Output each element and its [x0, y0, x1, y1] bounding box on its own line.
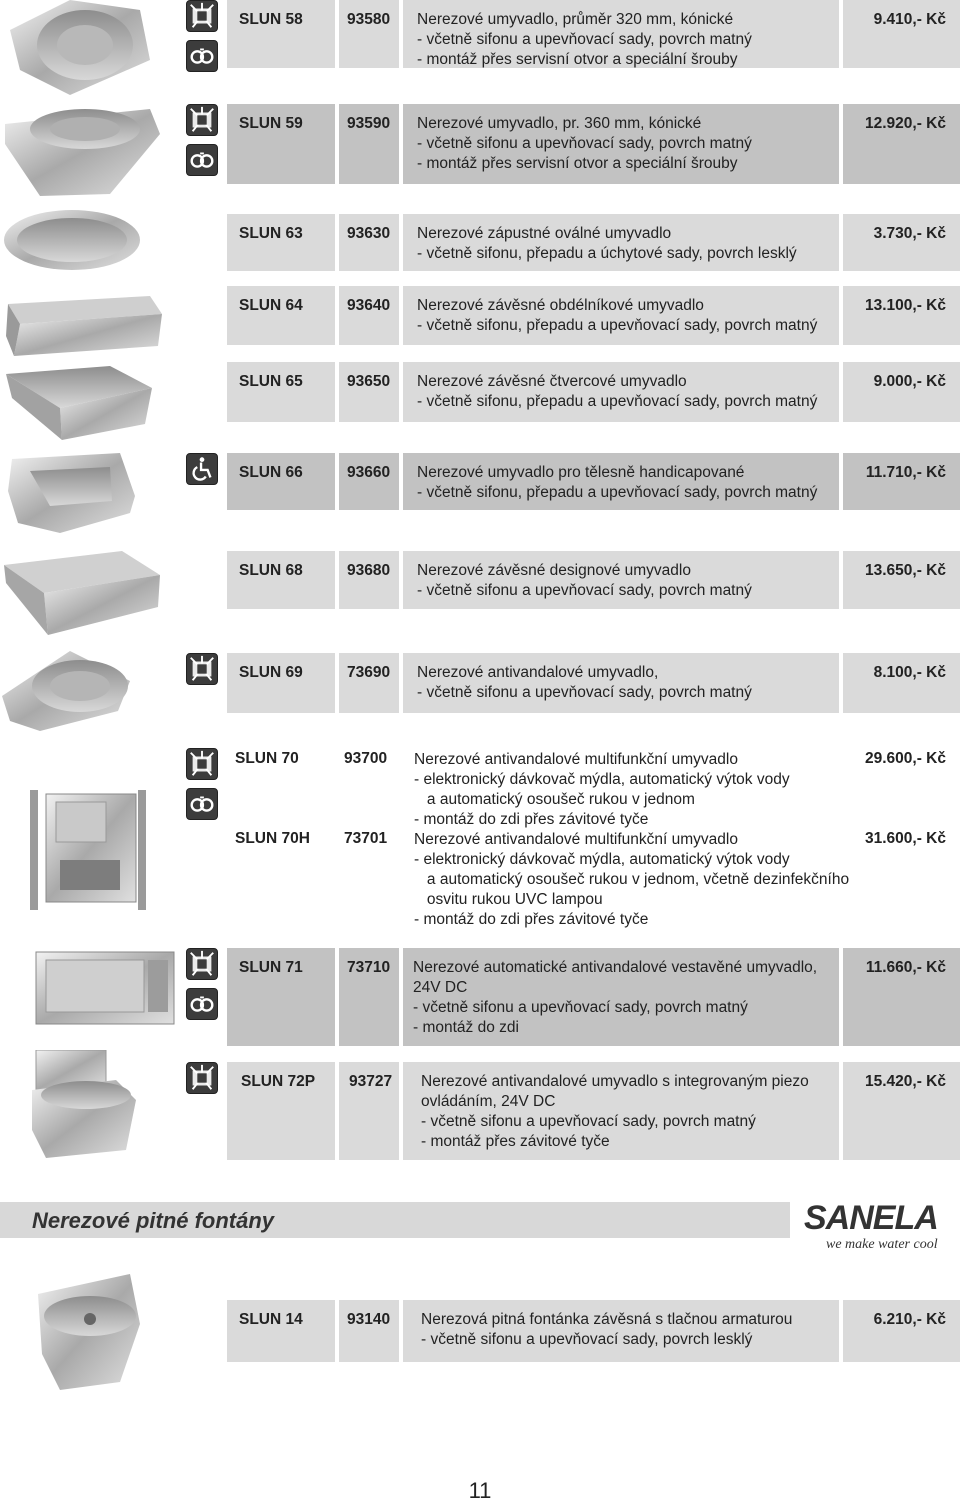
product-row [0, 653, 960, 713]
product-number: 93680 [339, 551, 399, 609]
product-image [0, 0, 170, 100]
product-row [0, 362, 960, 422]
vandal-icon [186, 948, 218, 980]
product-code: SLUN 65 [227, 362, 335, 422]
product-price: 29.600,- Kč [865, 750, 946, 767]
vandal-icon [186, 104, 218, 136]
product-price: 11.660,- Kč [843, 948, 960, 1046]
product-image [0, 284, 170, 359]
product-image [30, 1264, 180, 1394]
product-number: 93140 [339, 1300, 399, 1362]
product-image [20, 780, 180, 920]
product-image [0, 651, 140, 736]
product-description: Nerezové antivandalové umyvadlo s integrovaným piezo ovládáním, 24V DC - včetně sifonu a upevňovací sady, povrch matný - montáž přes závitové tyče [403, 1062, 839, 1160]
product-code: SLUN 71 [227, 948, 335, 1046]
product-image [0, 358, 160, 443]
product-row [0, 1062, 960, 1160]
vandal-icon [186, 748, 218, 780]
product-description: Nerezová pitná fontánka závěsná s tlačnou armaturou - včetně sifonu a upevňovací sady, povrch lesklý [403, 1300, 839, 1362]
product-image [0, 543, 170, 638]
product-description: Nerezové umyvadlo pro tělesně handicapované - včetně sifonu, přepadu a upevňovací sady, povrch matný [403, 453, 839, 510]
handcuffs-icon [186, 988, 218, 1020]
section-header [0, 1202, 790, 1238]
product-code: SLUN 70H [235, 830, 310, 847]
product-price: 31.600,- Kč [865, 830, 946, 847]
product-row [0, 1300, 960, 1362]
product-price: 9.410,- Kč [843, 0, 960, 68]
product-number: 93660 [339, 453, 399, 510]
product-price: 11.710,- Kč [843, 453, 960, 510]
product-image [0, 208, 150, 278]
handcuffs-icon [186, 40, 218, 72]
product-row-multi [0, 744, 960, 934]
product-number: 93700 [344, 750, 388, 767]
product-code: SLUN 58 [227, 0, 335, 68]
handcuffs-icon [186, 788, 218, 820]
product-price: 8.100,- Kč [843, 653, 960, 713]
product-number: 93727 [339, 1062, 399, 1160]
product-code: SLUN 72P [227, 1062, 335, 1160]
product-code: SLUN 14 [227, 1300, 335, 1362]
product-description: Nerezové antivandalové umyvadlo, - včetně sifonu a upevňovací sady, povrch matný [403, 653, 839, 713]
page-number: 11 [468, 1478, 492, 1503]
vandal-icon [186, 0, 218, 32]
product-price: 12.920,- Kč [843, 104, 960, 184]
product-description: Nerezové závěsné designové umyvadlo - včetně sifonu a upevňovací sady, povrch matný [403, 551, 839, 609]
product-row [0, 286, 960, 345]
product-image [30, 948, 210, 1038]
product-image [26, 1050, 196, 1160]
product-price: 3.730,- Kč [843, 214, 960, 271]
product-description: Nerezové umyvadlo, pr. 360 mm, kónické - včetně sifonu a upevňovací sady, povrch matný - montáž přes servisní otvor a speciální šrouby [403, 104, 839, 184]
product-description: Nerezové závěsné obdélníkové umyvadlo - včetně sifonu, přepadu a upevňovací sady, povrch matný [403, 286, 839, 345]
product-row [0, 0, 960, 68]
product-description: Nerezové umyvadlo, průměr 320 mm, kónické - včetně sifonu a upevňovací sady, povrch matný - montáž přes servisní otvor a speciální šrouby [403, 0, 839, 68]
vandal-icon [186, 1062, 218, 1094]
product-number: 73701 [344, 830, 388, 847]
product-number: 93590 [339, 104, 399, 184]
section-title: Nerezové pitné fontány [32, 1208, 275, 1233]
product-row [0, 214, 960, 271]
product-description: Nerezové automatické antivandalové vestavěné umyvadlo, 24V DC - včetně sifonu a upevňovací sady, povrch matný - montáž do zdi [403, 948, 839, 1046]
product-row [0, 551, 960, 609]
product-code: SLUN 68 [227, 551, 335, 609]
product-row [0, 453, 960, 510]
sanela-logo: SANELA we make water cool [804, 1199, 938, 1252]
product-price: 9.000,- Kč [843, 362, 960, 422]
product-number: 93580 [339, 0, 399, 68]
product-number: 73710 [339, 948, 399, 1046]
product-number: 93640 [339, 286, 399, 345]
product-row [0, 104, 960, 184]
product-image [0, 451, 180, 541]
product-price: 15.420,- Kč [843, 1062, 960, 1160]
product-code: SLUN 63 [227, 214, 335, 271]
handcuffs-icon [186, 144, 218, 176]
product-image [0, 104, 180, 204]
product-code: SLUN 64 [227, 286, 335, 345]
vandal-icon [186, 653, 218, 685]
product-code: SLUN 66 [227, 453, 335, 510]
product-number: 73690 [339, 653, 399, 713]
product-code: SLUN 69 [227, 653, 335, 713]
product-description: Nerezové antivandalové multifunkční umyvadlo - elektronický dávkovač mýdla, automatický výtok vody a automatický osoušeč rukou v jednom - montáž do zdi přes závitové tyče Nerezové antivandalové multifunkční umyvadlo - elektronický dávkovač mýdla, automatický výtok vody a automatický osoušeč rukou v jednom, včetně dezinfekčního osvitu rukou UVC lampou - montáž do zdi přes závitové tyče [414, 751, 850, 928]
product-price: 13.650,- Kč [843, 551, 960, 609]
product-row [0, 948, 960, 1046]
product-description: Nerezové zápustné oválné umyvadlo - včetně sifonu, přepadu a úchytové sady, povrch lesklý [403, 214, 839, 271]
product-code: SLUN 59 [227, 104, 335, 184]
product-number: 93650 [339, 362, 399, 422]
product-number: 93630 [339, 214, 399, 271]
product-price: 6.210,- Kč [843, 1300, 960, 1362]
product-code: SLUN 70 [235, 750, 299, 767]
wheelchair-icon [186, 453, 218, 485]
product-price: 13.100,- Kč [843, 286, 960, 345]
product-description: Nerezové závěsné čtvercové umyvadlo - včetně sifonu, přepadu a upevňovací sady, povrch matný [403, 362, 839, 422]
